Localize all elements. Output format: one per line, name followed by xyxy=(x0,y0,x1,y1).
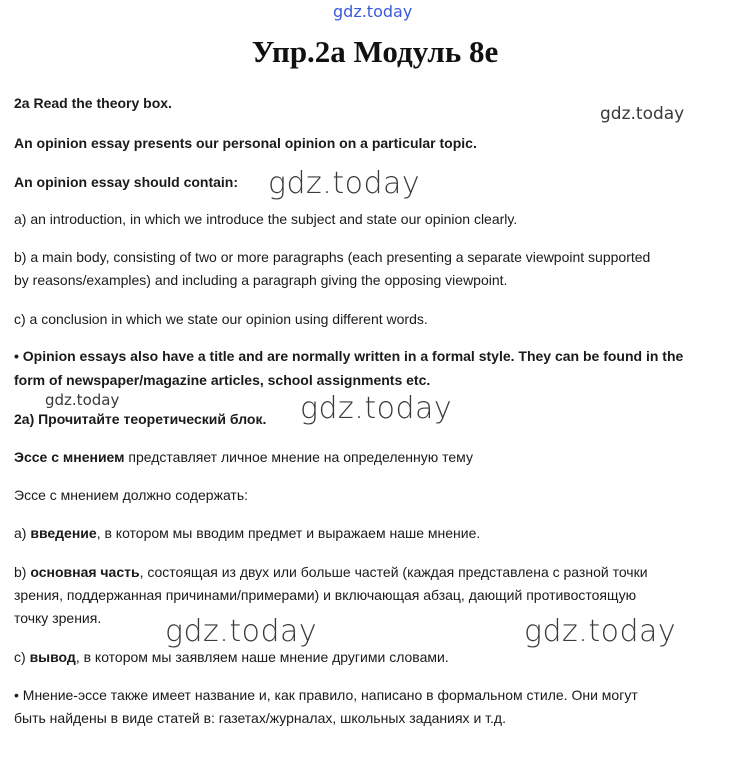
watermark: gdz.today xyxy=(300,391,453,426)
en-heading: 2a Read the theory box. xyxy=(14,95,172,111)
watermark: gdz.today xyxy=(165,614,318,649)
watermark-top: gdz.today xyxy=(333,2,413,21)
en-note-line2: form of newspaper/magazine articles, school assignments etc. xyxy=(14,372,431,388)
watermark: gdz.today xyxy=(524,614,677,649)
ru-heading: 2а) Прочитайте теоретический блок. xyxy=(14,411,267,427)
ru-item-a xyxy=(14,522,714,545)
ru-item-b-line3: точку зрения. xyxy=(14,610,102,626)
ru-item-a-bold: введение xyxy=(30,525,97,541)
ru-item-b-bold: основная часть xyxy=(30,564,140,580)
ru-intro-rest: представляет личное мнение на определенную тему xyxy=(124,449,473,465)
ru-note-line1: • Мнение-эссе также имеет название и, как правило, написано в формальном стиле. Они могут xyxy=(14,687,638,703)
ru-item-b-rest: , состоящая из двух или больше частей (каждая представлена с разной точки xyxy=(139,564,648,580)
en-intro: An opinion essay presents our personal opinion on a particular topic. xyxy=(14,135,477,151)
ru-item-c-rest: , в котором мы заявляем наше мнение другими словами. xyxy=(75,649,449,665)
en-note-line1: • Opinion essays also have a title and are normally written in a formal style. They can be found in the xyxy=(14,348,684,364)
ru-contain: Эссе с мнением должно содержать: xyxy=(14,487,249,503)
page-title: Упр.2а Модуль 8е xyxy=(251,34,499,69)
en-item-a: a) an introduction, in which we introduce the subject and state our opinion clearly. xyxy=(14,211,518,227)
ru-item-c-prefix: с) xyxy=(14,649,30,665)
en-item-b-line2: by reasons/examples) and including a paragraph giving the opposing viewpoint. xyxy=(14,272,508,288)
watermark: gdz.today xyxy=(600,104,685,124)
watermark: gdz.today xyxy=(268,166,421,201)
en-item-c: c) a conclusion in which we state our opinion using different words. xyxy=(14,311,428,327)
ru-item-b-line1 xyxy=(14,561,714,584)
ru-item-a-rest: , в котором мы вводим предмет и выражаем наше мнение. xyxy=(96,525,481,541)
ru-item-b-line2: зрения, поддержанная причинами/примерами) и включающая абзац, дающий противостоящую xyxy=(14,587,637,603)
ru-note-line2: быть найдены в виде статей в: газетах/журналах, школьных заданиях и т.д. xyxy=(14,710,506,726)
ru-item-b-prefix: b) xyxy=(14,564,31,580)
ru-item-a-prefix: а) xyxy=(14,525,31,541)
ru-item-c-bold: вывод xyxy=(29,649,76,665)
watermark: gdz.today xyxy=(45,391,120,409)
ru-intro-bold: Эссе с мнением xyxy=(14,449,125,465)
ru-intro xyxy=(14,446,714,469)
en-item-b-line1: b) a main body, consisting of two or more paragraphs (each presenting a separate viewpoint supported xyxy=(14,249,651,265)
en-contain: An opinion essay should contain: xyxy=(14,174,239,190)
ru-item-c xyxy=(14,646,714,669)
